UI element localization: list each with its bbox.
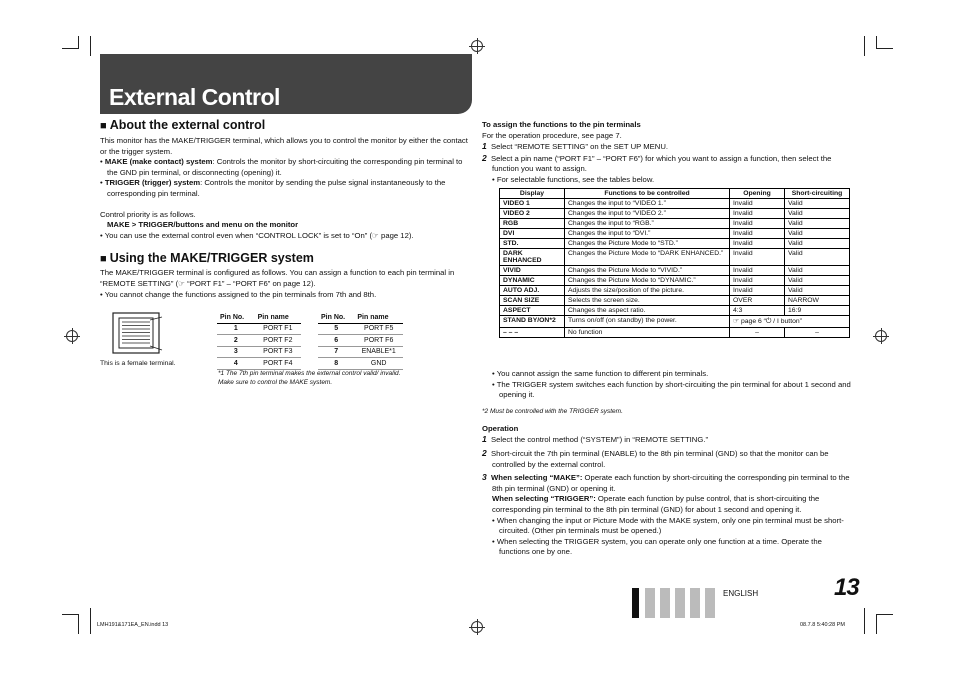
table-row: DYNAMIC Changes the Picture Mode to “DYNAMIC.” Invalid Valid — [500, 276, 850, 286]
table-row: 4 PORT F4 — [217, 358, 301, 370]
table-row: VIVID Changes the Picture Mode to “VIVID.” Invalid Valid — [500, 266, 850, 276]
note-item: • The TRIGGER system switches each function by short-circuiting the pin terminal for about 1 second and opening it. — [492, 379, 851, 400]
op-note: • When selecting the TRIGGER system, you can operate only one function at a time. Operate the functions one by one. — [492, 536, 822, 557]
about-heading: ■ About the external control — [100, 118, 470, 132]
table-header: Display — [500, 189, 565, 199]
right-lower — [482, 369, 852, 558]
using-intro: The MAKE/TRIGGER terminal is configured as follows. You can assign a function to each pin terminal in “REMOTE SETTING” (☞ “PORT F1” – “PORT F6” on page 12). — [100, 268, 455, 288]
pin-table-left — [217, 312, 301, 370]
step-1: 1 Select “REMOTE SETTING” on the SET UP MENU. — [482, 141, 669, 152]
thumb-tab — [675, 588, 685, 618]
table-row: 3 PORT F3 — [217, 346, 301, 358]
priority-intro: Control priority is as follows. — [100, 209, 196, 219]
terminal-connector-icon — [112, 312, 167, 356]
table-row: 2 PORT F2 — [217, 335, 301, 347]
registration-mark-icon — [471, 40, 483, 52]
trigger-item: • TRIGGER (trigger) system: Controls the monitor by sending the pulse signal instantaneously to the corresponding pin terminal. — [100, 178, 446, 198]
pin-header: Pin name — [354, 312, 403, 323]
table-row: DVI Changes the input to “DVI.” Invalid Valid — [500, 229, 850, 239]
right-column — [482, 120, 852, 186]
table-row: SCAN SIZE Selects the screen size. OVER NARROW — [500, 296, 850, 306]
table-row: VIDEO 2 Changes the input to “VIDEO 2.” Invalid Valid — [500, 209, 850, 219]
table-row: 1 PORT F1 — [217, 323, 301, 335]
table-row: – – – No function – – — [500, 328, 850, 338]
about-intro: This monitor has the MAKE/TRIGGER terminal, which allows you to control the monitor by either the contact or the trigger system. — [100, 136, 468, 156]
table-row: VIDEO 1 Changes the input to “VIDEO 1.” Invalid Valid — [500, 199, 850, 209]
assign-heading: To assign the functions to the pin terminals — [482, 120, 641, 129]
registration-mark-icon — [66, 330, 78, 342]
table-header: Opening — [730, 189, 785, 199]
thumb-tab — [705, 588, 715, 618]
table-row: DARK ENHANCED Changes the Picture Mode to “DARK ENHANCED.” Invalid Valid — [500, 249, 850, 266]
table-row: ASPECT Changes the aspect ratio. 4:3 16:9 — [500, 306, 850, 316]
print-date: 08.7.8 5:40:28 PM — [800, 622, 845, 628]
file-name: LMH191&171EA_EN.indd 13 — [97, 622, 169, 628]
pin-header: Pin No. — [318, 312, 354, 323]
using-note: • You cannot change the functions assigned to the pin terminals from 7th and 8th. — [100, 289, 377, 299]
thumb-tab — [660, 588, 670, 618]
assign-intro: For the operation procedure, see page 7. — [482, 130, 622, 140]
table-footnote: *2 Must be controlled with the TRIGGER system. — [482, 407, 623, 415]
using-heading: ■ Using the MAKE/TRIGGER system — [100, 251, 470, 265]
op-step-1: 1 Select the control method (“SYSTEM”) in “REMOTE SETTING.” — [482, 434, 709, 445]
table-row: 5 PORT F5 — [318, 323, 403, 335]
step-2: 2 Select a pin name (“PORT F1” – “PORT F6”) for which you want to assign a function, then select the function you want to assign. — [482, 152, 832, 174]
pin-table-right — [318, 312, 403, 370]
op-step-3: 3 When selecting “MAKE”: Operate each function by short-circuiting the corresponding pin terminal to the 8th pin terminal (GND) or opening it. — [482, 472, 850, 493]
registration-mark-icon — [875, 330, 887, 342]
page-title: External Control — [109, 84, 280, 110]
table-row: 8 GND — [318, 358, 403, 370]
left-column — [100, 118, 470, 300]
table-row: STD. Changes the Picture Mode to “STD.” Invalid Valid — [500, 239, 850, 249]
op-note: • When changing the input or Picture Mode with the MAKE system, only one pin terminal must be short-circuited. (Other pin terminals must be opened.) — [492, 515, 844, 536]
op-step-3-trigger: When selecting “TRIGGER”: Operate each function by pulse control, that is short-circuiting the corresponding pin terminal to the 8th pin terminal (GND) for about 1 second and opening it. — [492, 494, 820, 514]
priority-note: • You can use the external control even when “CONTROL LOCK” is set to “On” (☞ page 12). — [100, 230, 414, 240]
operation-heading: Operation — [482, 423, 519, 433]
function-table — [499, 188, 850, 338]
registration-mark-icon — [471, 621, 483, 633]
terminal-caption: This is a female terminal. — [100, 360, 176, 367]
thumb-tab — [645, 588, 655, 618]
op-step-2: 2 Short-circuit the 7th pin terminal (ENABLE) to the 8th pin terminal (GND) so that the monitor can be controlled by the external control. — [482, 447, 829, 469]
priority-order: MAKE > TRIGGER/buttons and menu on the monitor — [107, 220, 299, 230]
table-row: STAND BY/ON*2 Turns on/off (on standby) the power. ☞ page 6 “⏻ / I button” — [500, 316, 850, 328]
note-item: • You cannot assign the same function to different pin terminals. — [492, 369, 709, 378]
pin-header: Pin No. — [217, 312, 255, 323]
table-row: AUTO ADJ. Adjusts the size/position of the picture. Invalid Valid — [500, 286, 850, 296]
thumb-tab-active — [632, 588, 639, 618]
pin-footnote: *1 The 7th pin terminal makes the external control valid/ invalid. Make sure to control the MAKE system. — [218, 370, 401, 386]
page-number: 13 — [834, 574, 859, 601]
table-row: 7 ENABLE*1 — [318, 346, 403, 358]
make-item: • MAKE (make contact) system: Controls the monitor by short-circuiting the corresponding pin terminal to the GND pin terminal, or disconnecting (opening) it. — [100, 157, 463, 177]
table-header: Short-circuiting — [785, 189, 850, 199]
table-row: RGB Changes the input to “RGB.” Invalid Valid — [500, 219, 850, 229]
table-row: 6 PORT F6 — [318, 335, 403, 347]
step-2-note: • For selectable functions, see the tables below. — [492, 174, 655, 184]
language-label: ENGLISH — [723, 589, 759, 598]
pin-header: Pin name — [255, 312, 301, 323]
table-header: Functions to be controlled — [565, 189, 730, 199]
thumb-tab — [690, 588, 700, 618]
